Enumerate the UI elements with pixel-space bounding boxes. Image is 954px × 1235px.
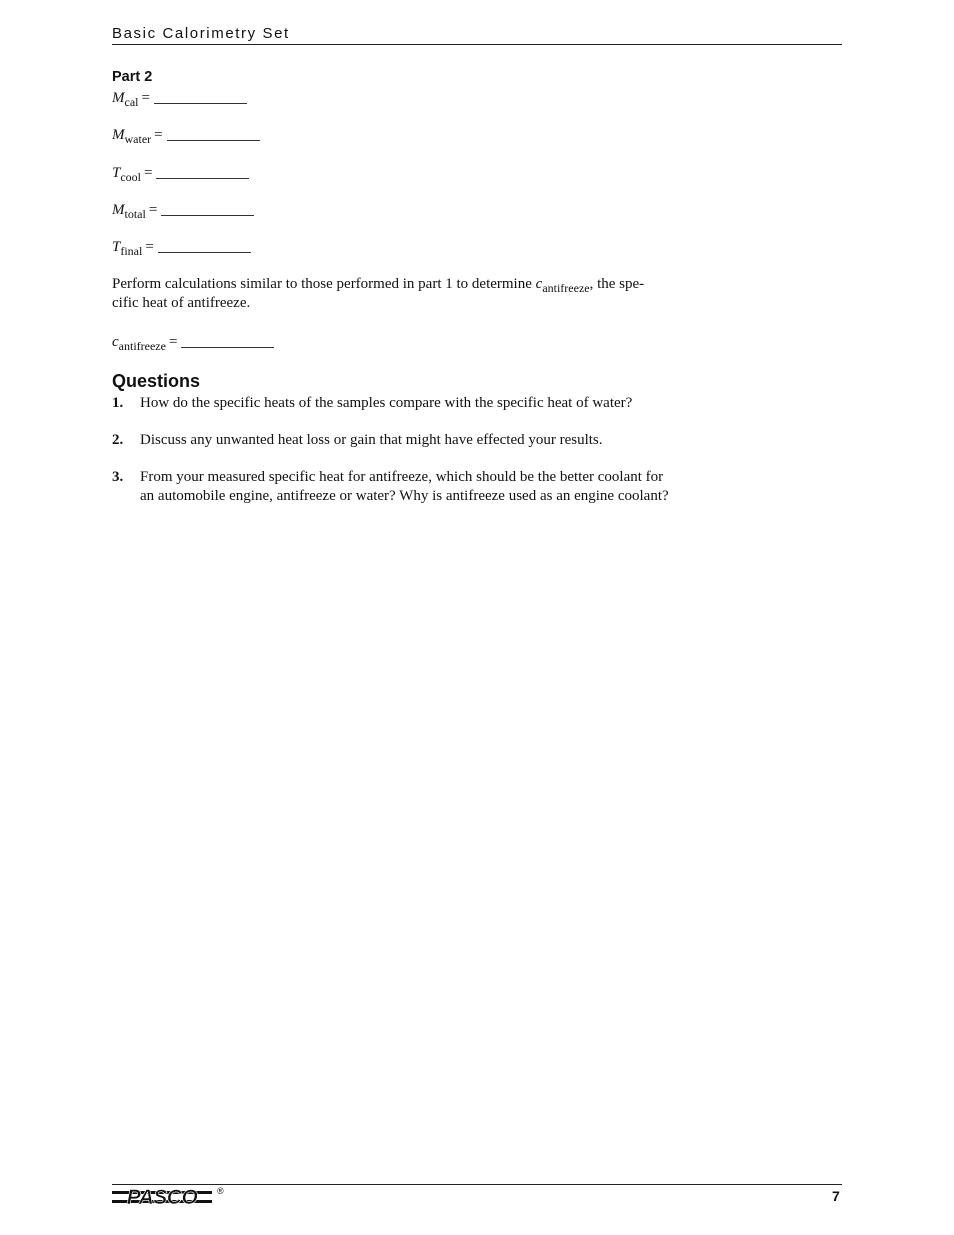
questions-heading: Questions bbox=[112, 371, 201, 391]
result-c-antifreeze bbox=[112, 332, 274, 352]
equals-sign: = bbox=[145, 239, 154, 255]
instruction-paragraph bbox=[112, 275, 672, 313]
equals-sign: = bbox=[154, 127, 163, 143]
page-number: 7 bbox=[832, 1188, 840, 1204]
variable-subscript: cal bbox=[124, 95, 139, 109]
question-item bbox=[112, 431, 672, 450]
equals-sign: = bbox=[148, 202, 158, 218]
question-item bbox=[112, 468, 672, 506]
question-number: 2. bbox=[112, 432, 124, 448]
header-divider bbox=[112, 44, 842, 45]
variable-m-cal bbox=[112, 88, 247, 108]
header-title: Basic Calorimetry Set bbox=[112, 25, 290, 42]
question-text: Discuss any unwanted heat loss or gain that might have effected your results. bbox=[140, 432, 603, 448]
registered-mark: ® bbox=[217, 1186, 224, 1196]
question-text: From your measured specific heat for antifreeze, which should be the better coolant for an automobile engine, antifreeze or water? Why is antifreeze used as an engine coolant? bbox=[140, 469, 669, 504]
instruction-text: Perform calculations similar to those performed in part 1 to determine bbox=[112, 276, 536, 292]
variable-subscript: cool bbox=[120, 170, 142, 184]
variable-symbol: M bbox=[112, 202, 125, 218]
question-number: 1. bbox=[112, 395, 124, 411]
variable-m-total bbox=[112, 200, 254, 220]
result-symbol: c bbox=[112, 334, 119, 350]
variable-t-final bbox=[112, 237, 251, 257]
variable-subscript: final bbox=[120, 244, 143, 258]
part-2-heading: Part 2 bbox=[112, 69, 153, 85]
answer-blank bbox=[156, 178, 249, 179]
variable-symbol: T bbox=[112, 239, 121, 255]
equals-sign: = bbox=[168, 334, 178, 350]
equals-sign: = bbox=[144, 165, 153, 181]
variable-t-cool bbox=[112, 163, 249, 183]
question-item bbox=[112, 394, 672, 413]
answer-blank bbox=[161, 215, 254, 216]
variable-symbol: T bbox=[112, 165, 121, 181]
question-number: 3. bbox=[112, 469, 124, 485]
answer-blank bbox=[167, 140, 260, 141]
variable-symbol: M bbox=[112, 127, 125, 143]
variable-subscript: total bbox=[124, 207, 146, 221]
instruction-text-after: , the spe- bbox=[589, 276, 645, 292]
specific-heat-symbol: c bbox=[535, 276, 543, 292]
variable-m-water bbox=[112, 125, 260, 145]
variable-symbol: M bbox=[112, 90, 125, 106]
logo-text: PASCO bbox=[126, 1187, 198, 1207]
instruction-text-line2: cific heat of antifreeze. bbox=[112, 295, 251, 311]
result-subscript: antifreeze bbox=[118, 339, 166, 353]
answer-blank bbox=[181, 347, 274, 348]
answer-blank bbox=[158, 252, 251, 253]
answer-blank bbox=[154, 103, 247, 104]
equals-sign: = bbox=[141, 90, 150, 106]
pasco-logo bbox=[112, 1187, 212, 1207]
specific-heat-subscript: antifreeze bbox=[542, 281, 590, 295]
question-text: How do the specific heats of the samples compare with the specific heat of water? bbox=[140, 395, 633, 411]
footer-divider bbox=[112, 1184, 842, 1185]
variable-subscript: water bbox=[124, 132, 152, 146]
